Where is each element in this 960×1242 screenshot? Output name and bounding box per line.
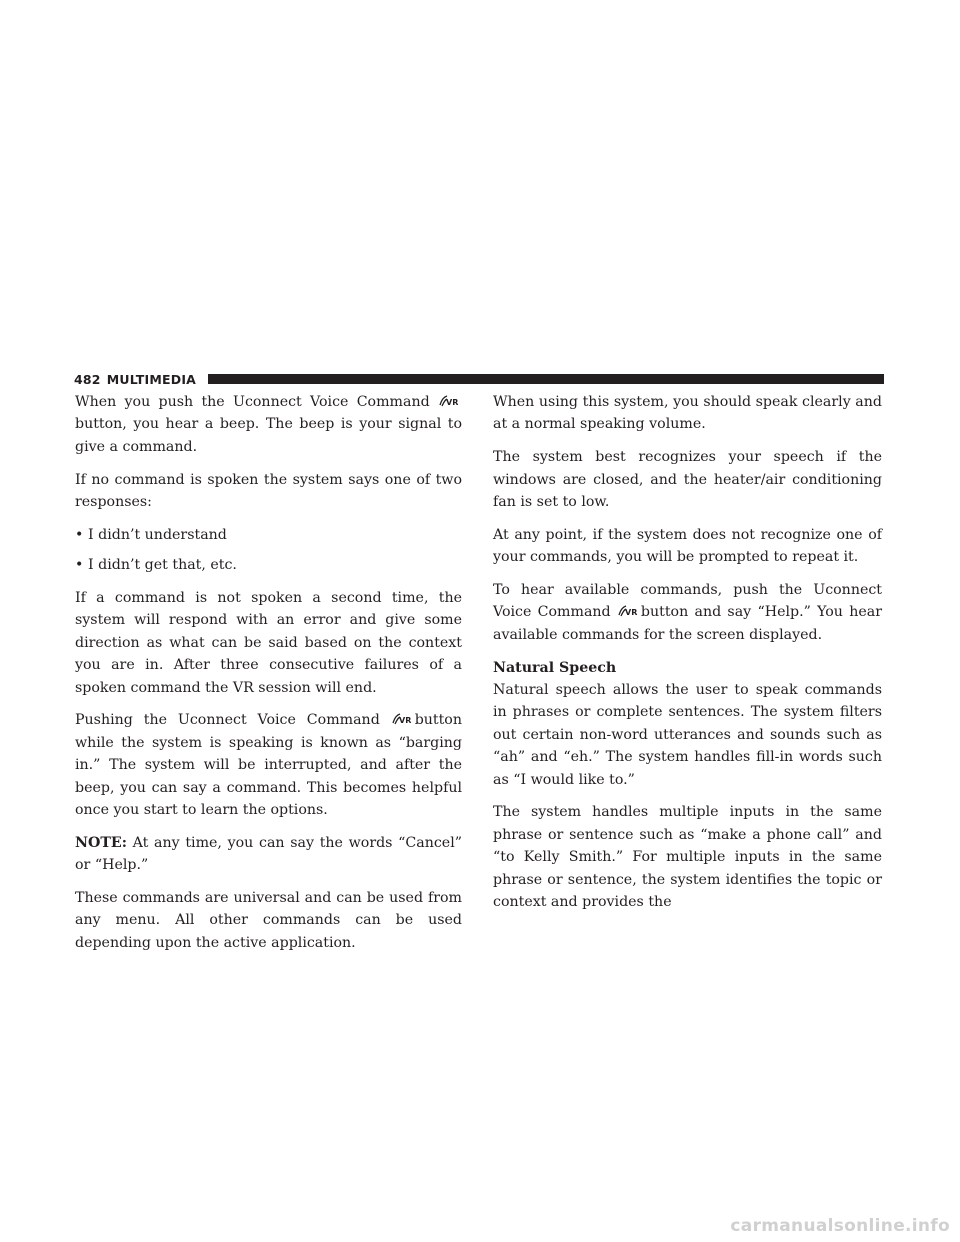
note: [75, 832, 462, 877]
paragraph: [493, 579, 882, 646]
paragraph: At any point, if the system does not recognize one of your commands, you will be prompted to repeat it.: [493, 526, 882, 566]
text: button while the system is speaking is known as “barging in.” The system will be interrupted, and after the beep, you can say a command. This becomes helpful once you start to learn the options.: [75, 712, 462, 819]
list-item-text: I didn’t understand: [88, 526, 227, 543]
text: button, you hear a beep. The beep is your signal to give a command.: [75, 416, 462, 455]
section-title: MULTIMEDIA: [106, 371, 197, 387]
list-item: [75, 554, 462, 576]
paragraph: If no command is spoken the system says one of two responses:: [75, 471, 462, 511]
right-column: [493, 391, 882, 924]
left-column: [75, 391, 462, 965]
svg-text:VR: VR: [624, 608, 638, 618]
svg-text:VR: VR: [398, 716, 412, 726]
note-label: NOTE:: [75, 834, 127, 851]
bullet-icon: •: [75, 526, 84, 543]
svg-text:VR: VR: [445, 398, 459, 407]
voice-command-icon: [391, 712, 413, 726]
paragraph: Natural speech allows the user to speak commands in phrases or complete sentences. The system filters out certain non-word utterances and sounds such as “ah” and “eh.” The system handles fill-in words such as “I would like to.”: [493, 682, 882, 788]
page-header: [74, 371, 884, 387]
paragraph: The system handles multiple inputs in the same phrase or sentence such as “make a phone call” and “to Kelly Smith.” For multiple inputs in the same phrase or sentence, the system identifies the topic or context and provides the: [493, 804, 882, 911]
text: Pushing the Uconnect Voice Command: [75, 712, 380, 729]
note-text: At any time, you can say the words “Cancel” or “Help.”: [75, 834, 462, 874]
bullet-icon: •: [75, 557, 84, 574]
paragraph: These commands are universal and can be used from any menu. All other commands can be used depending upon the active application.: [75, 890, 462, 951]
text: To hear available commands, push the Uconnect Voice Command: [493, 582, 882, 621]
list-item: [75, 524, 462, 546]
paragraph: If a command is not spoken a second time, the system will respond with an error and give some direction as what can be said based on the context you are in. After three consecutive failures of a spoken command the VR session will end.: [75, 590, 462, 696]
text: When you push the Uconnect Voice Command: [75, 394, 430, 410]
voice-command-icon: [438, 394, 460, 408]
voice-command-icon: [617, 604, 639, 618]
watermark: carmanualsonline.info: [730, 1216, 950, 1236]
page-number: 482: [74, 371, 101, 387]
paragraph: [75, 709, 462, 821]
section-heading: Natural Speech: [493, 659, 617, 676]
text: button and say “Help.” You hear available commands for the screen displayed.: [493, 604, 882, 643]
list-item-text: I didn’t get that, etc.: [88, 557, 237, 574]
paragraph: When using this system, you should speak clearly and at a normal speaking volume.: [493, 394, 882, 433]
paragraph: [75, 391, 462, 458]
paragraph: The system best recognizes your speech if the windows are closed, and the heater/air conditioning fan is set to low.: [493, 449, 882, 511]
header-rule: [208, 374, 884, 384]
